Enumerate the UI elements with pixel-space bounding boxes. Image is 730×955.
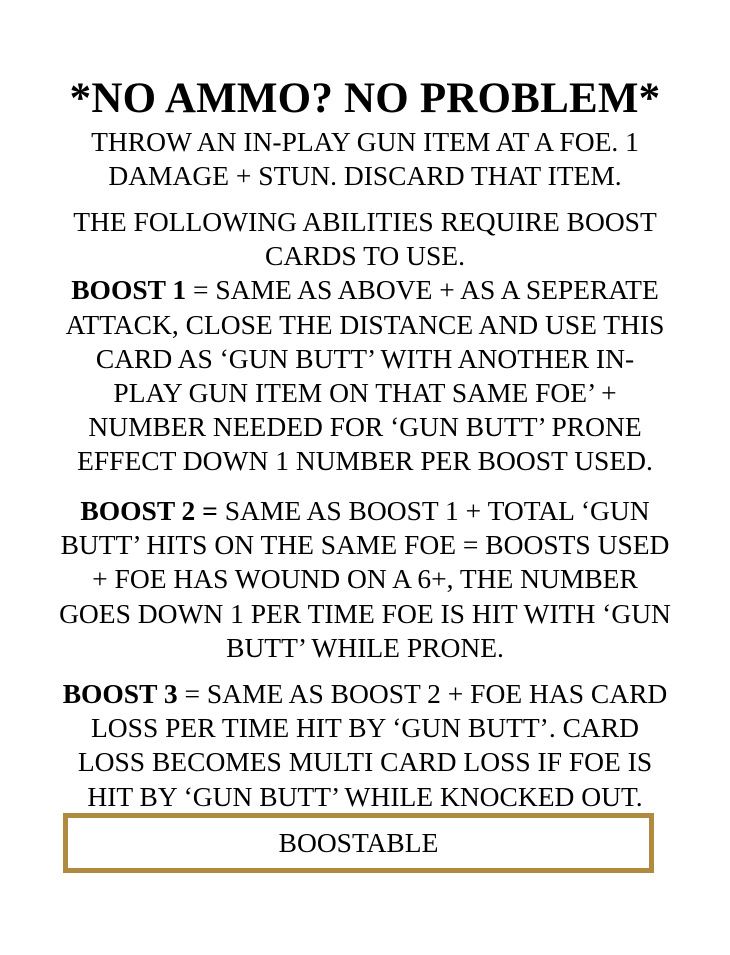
boost-2-line: BUTT’ HITS ON THE SAME FOE = BOOSTS USED [60,529,670,561]
boost-2-paragraph [30,494,700,665]
boostable-frame [63,813,654,873]
boost-1-text-first: = SAME AS ABOVE + AS A SEPERATE [186,274,659,306]
boost-2-line: GOES DOWN 1 PER TIME FOE IS HIT WITH ‘GUN [59,597,671,629]
boost-1-label: BOOST 1 [71,274,187,306]
boost-3-line: LOSS BECOMES MULTI CARD LOSS IF FOE IS [77,746,653,778]
boost-3-line: HIT BY ‘GUN BUTT’ WHILE KNOCKED OUT. [87,780,643,812]
card-title: *NO AMMO? NO PROBLEM* [69,75,661,122]
boost-2-text-first: SAME AS BOOST 1 + TOTAL ‘GUN [217,495,650,526]
boost-1-line: CARD AS ‘GUN BUTT’ WITH ANOTHER IN- [95,342,635,374]
boost-3-label: BOOST 3 [62,678,178,709]
intro-line-2: DAMAGE + STUN. DISCARD THAT ITEM. [108,160,622,192]
boost-1-line: PLAY GUN ITEM ON THAT SAME FOE’ + [113,377,617,409]
boost-3-paragraph [30,677,700,814]
boost-requirement-and-boost-1 [30,205,700,479]
boost-1-line: EFFECT DOWN 1 NUMBER PER BOOST USED. [77,445,653,477]
boost-1-line: NUMBER NEEDED FOR ‘GUN BUTT’ PRONE [88,411,642,443]
boost-2-label: BOOST 2 = [80,495,218,526]
requirement-line-1: THE FOLLOWING ABILITIES REQUIRE BOOST [73,206,657,237]
boost-3-line: LOSS PER TIME HIT BY ‘GUN BUTT’. CARD [91,712,639,744]
intro-text [30,125,700,193]
boost-3-text-first: = SAME AS BOOST 2 + FOE HAS CARD [177,678,668,709]
boost-2-line: BUTT’ WHILE PRONE. [226,631,504,663]
boost-1-line: ATTACK, CLOSE THE DISTANCE AND USE THIS [65,308,665,340]
requirement-line-2: CARDS TO USE. [265,240,465,272]
boostable-label: BOOSTABLE [278,827,439,859]
intro-line-1: THROW AN IN-PLAY GUN ITEM AT A FOE. 1 [91,126,639,157]
boost-2-line: + FOE HAS WOUND ON A 6+, THE NUMBER [92,563,638,595]
